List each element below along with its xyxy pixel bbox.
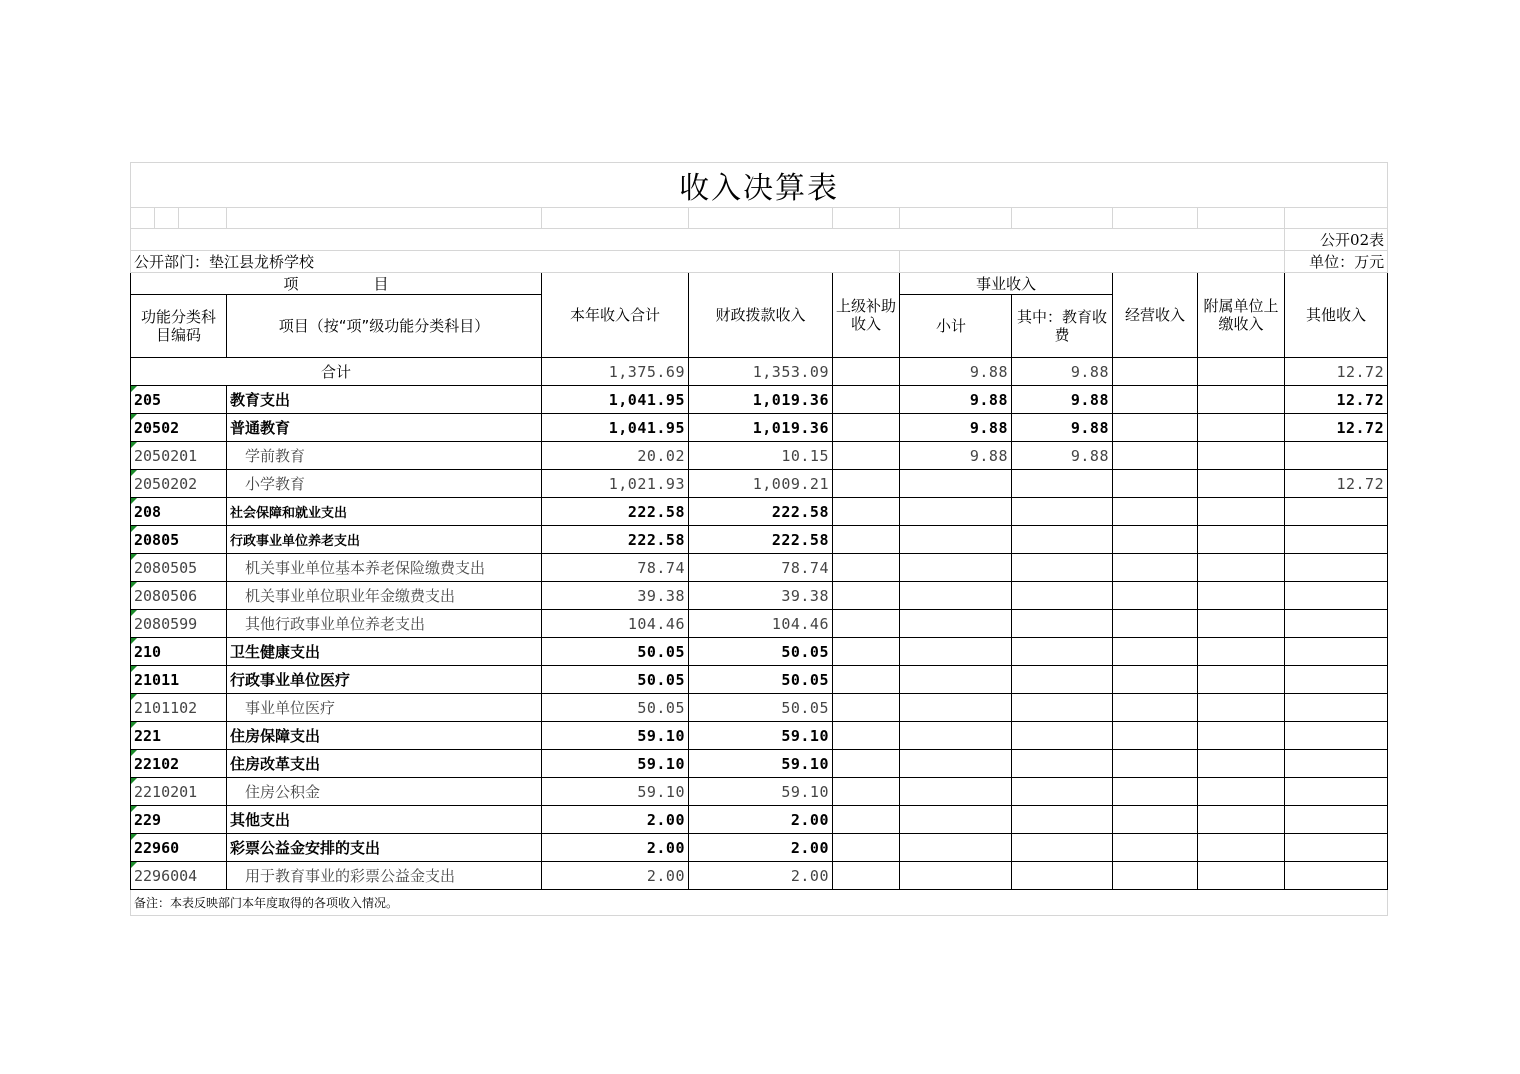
header-edu-fee: 其中：教育收费: [1012, 295, 1113, 358]
row-code: 22102: [131, 750, 227, 778]
row-fiscal: 50.05: [689, 666, 833, 694]
row-total: 222.58: [542, 526, 689, 554]
row-name: 住房公积金: [227, 778, 542, 806]
page-title: 收入决算表: [131, 163, 1388, 208]
row-affiliated: [1198, 610, 1285, 638]
row-operating: [1113, 526, 1198, 554]
row-edu-fee: [1012, 722, 1113, 750]
table-row: [131, 834, 1388, 862]
header-project: 项 目: [131, 273, 542, 295]
row-total: 39.38: [542, 582, 689, 610]
table-row: [131, 386, 1388, 414]
row-operating: [1113, 610, 1198, 638]
row-code: 2296004: [131, 862, 227, 890]
row-affiliated: [1198, 638, 1285, 666]
table-row: [131, 638, 1388, 666]
row-other: 12.72: [1285, 414, 1388, 442]
row-subtotal: [900, 862, 1012, 890]
row-operating: [1113, 862, 1198, 890]
row-operating: [1113, 554, 1198, 582]
row-code: 2050201: [131, 442, 227, 470]
row-subtotal: [900, 638, 1012, 666]
row-subtotal: [900, 722, 1012, 750]
income-table: [130, 162, 1388, 916]
row-operating: [1113, 694, 1198, 722]
row-other: 12.72: [1285, 386, 1388, 414]
row-affiliated: [1198, 750, 1285, 778]
row-edu-fee: 9.88: [1012, 414, 1113, 442]
row-other: 12.72: [1285, 470, 1388, 498]
row-edu-fee: [1012, 806, 1113, 834]
total-affiliated: [1198, 358, 1285, 386]
row-subtotal: [900, 610, 1012, 638]
header-total: 本年收入合计: [542, 273, 689, 358]
row-total: 104.46: [542, 610, 689, 638]
header-other: 其他收入: [1285, 273, 1388, 358]
row-subtotal: [900, 498, 1012, 526]
table-row: [131, 526, 1388, 554]
row-upper: [833, 610, 900, 638]
total-subtotal: 9.88: [900, 358, 1012, 386]
row-operating: [1113, 834, 1198, 862]
row-operating: [1113, 806, 1198, 834]
row-affiliated: [1198, 526, 1285, 554]
header-code: 功能分类科目编码: [131, 295, 227, 358]
table-row: [131, 806, 1388, 834]
row-operating: [1113, 498, 1198, 526]
row-operating: [1113, 386, 1198, 414]
row-fiscal: 59.10: [689, 778, 833, 806]
row-total: 1,021.93: [542, 470, 689, 498]
row-upper: [833, 470, 900, 498]
row-code: 21011: [131, 666, 227, 694]
row-edu-fee: [1012, 470, 1113, 498]
row-edu-fee: [1012, 498, 1113, 526]
row-code: 229: [131, 806, 227, 834]
row-subtotal: [900, 834, 1012, 862]
header-fiscal: 财政拨款收入: [689, 273, 833, 358]
row-edu-fee: [1012, 526, 1113, 554]
row-operating: [1113, 750, 1198, 778]
row-operating: [1113, 414, 1198, 442]
total-row: [131, 358, 1388, 386]
row-name: 彩票公益金安排的支出: [227, 834, 542, 862]
row-edu-fee: [1012, 694, 1113, 722]
table-row: [131, 470, 1388, 498]
row-code: 2210201: [131, 778, 227, 806]
row-fiscal: 104.46: [689, 610, 833, 638]
table-row: [131, 442, 1388, 470]
row-name: 教育支出: [227, 386, 542, 414]
row-fiscal: 222.58: [689, 526, 833, 554]
row-total: 2.00: [542, 806, 689, 834]
row-other: [1285, 862, 1388, 890]
row-code: 221: [131, 722, 227, 750]
row-total: 20.02: [542, 442, 689, 470]
row-name: 行政事业单位养老支出: [227, 526, 542, 554]
row-name: 学前教育: [227, 442, 542, 470]
row-edu-fee: [1012, 554, 1113, 582]
row-total: 2.00: [542, 862, 689, 890]
row-upper: [833, 666, 900, 694]
row-affiliated: [1198, 442, 1285, 470]
row-affiliated: [1198, 666, 1285, 694]
row-affiliated: [1198, 498, 1285, 526]
header-subtotal: 小计: [900, 295, 1012, 358]
row-subtotal: [900, 806, 1012, 834]
row-code: 20805: [131, 526, 227, 554]
row-name: 事业单位医疗: [227, 694, 542, 722]
row-upper: [833, 386, 900, 414]
row-subtotal: 9.88: [900, 442, 1012, 470]
row-name: 行政事业单位医疗: [227, 666, 542, 694]
unit-label: 单位：万元: [1285, 251, 1388, 273]
row-name: 用于教育事业的彩票公益金支出: [227, 862, 542, 890]
row-upper: [833, 750, 900, 778]
row-edu-fee: [1012, 750, 1113, 778]
row-code: 205: [131, 386, 227, 414]
row-operating: [1113, 582, 1198, 610]
row-name: 小学教育: [227, 470, 542, 498]
row-affiliated: [1198, 778, 1285, 806]
row-name: 卫生健康支出: [227, 638, 542, 666]
row-other: [1285, 666, 1388, 694]
row-affiliated: [1198, 414, 1285, 442]
total-other: 12.72: [1285, 358, 1388, 386]
row-other: [1285, 722, 1388, 750]
row-operating: [1113, 470, 1198, 498]
table-row: [131, 750, 1388, 778]
table-row: [131, 414, 1388, 442]
row-code: 2101102: [131, 694, 227, 722]
row-affiliated: [1198, 582, 1285, 610]
row-edu-fee: [1012, 778, 1113, 806]
header-upper: 上级补助收入: [833, 273, 900, 358]
table-row: [131, 554, 1388, 582]
row-fiscal: 2.00: [689, 862, 833, 890]
total-operating: [1113, 358, 1198, 386]
row-total: 59.10: [542, 750, 689, 778]
row-other: [1285, 498, 1388, 526]
row-edu-fee: [1012, 834, 1113, 862]
row-operating: [1113, 666, 1198, 694]
row-other: [1285, 778, 1388, 806]
row-other: [1285, 526, 1388, 554]
department-label: 公开部门：垫江县龙桥学校: [131, 251, 900, 273]
row-affiliated: [1198, 806, 1285, 834]
row-total: 1,041.95: [542, 386, 689, 414]
income-statement-sheet: [130, 162, 1387, 916]
row-other: [1285, 750, 1388, 778]
row-name: 其他行政事业单位养老支出: [227, 610, 542, 638]
row-other: [1285, 610, 1388, 638]
row-code: 2050202: [131, 470, 227, 498]
form-number: 公开02表: [1285, 229, 1388, 251]
row-total: 1,041.95: [542, 414, 689, 442]
row-name: 机关事业单位职业年金缴费支出: [227, 582, 542, 610]
row-edu-fee: [1012, 666, 1113, 694]
row-upper: [833, 778, 900, 806]
row-total: 59.10: [542, 778, 689, 806]
row-upper: [833, 834, 900, 862]
table-row: [131, 778, 1388, 806]
row-fiscal: 10.15: [689, 442, 833, 470]
row-name: 其他支出: [227, 806, 542, 834]
header-business: 事业收入: [900, 273, 1113, 295]
row-affiliated: [1198, 470, 1285, 498]
row-subtotal: [900, 750, 1012, 778]
row-upper: [833, 862, 900, 890]
row-edu-fee: [1012, 638, 1113, 666]
row-fiscal: 1,019.36: [689, 386, 833, 414]
row-code: 20502: [131, 414, 227, 442]
row-subtotal: [900, 526, 1012, 554]
table-row: [131, 498, 1388, 526]
table-note: 备注：本表反映部门本年度取得的各项收入情况。: [131, 890, 1388, 916]
row-name: 社会保障和就业支出: [227, 498, 542, 526]
row-name: 普通教育: [227, 414, 542, 442]
row-total: 50.05: [542, 638, 689, 666]
row-operating: [1113, 638, 1198, 666]
row-code: 2080599: [131, 610, 227, 638]
row-name: 机关事业单位基本养老保险缴费支出: [227, 554, 542, 582]
row-subtotal: 9.88: [900, 386, 1012, 414]
row-upper: [833, 694, 900, 722]
row-affiliated: [1198, 834, 1285, 862]
row-fiscal: 50.05: [689, 638, 833, 666]
total-upper: [833, 358, 900, 386]
total-fiscal: 1,353.09: [689, 358, 833, 386]
row-other: [1285, 554, 1388, 582]
row-fiscal: 1,019.36: [689, 414, 833, 442]
row-operating: [1113, 722, 1198, 750]
header-affiliated: 附属单位上缴收入: [1198, 273, 1285, 358]
row-affiliated: [1198, 554, 1285, 582]
row-fiscal: 59.10: [689, 750, 833, 778]
row-subtotal: [900, 582, 1012, 610]
row-edu-fee: [1012, 582, 1113, 610]
row-fiscal: 2.00: [689, 834, 833, 862]
row-other: [1285, 638, 1388, 666]
row-code: 2080506: [131, 582, 227, 610]
row-edu-fee: [1012, 862, 1113, 890]
row-total: 59.10: [542, 722, 689, 750]
row-upper: [833, 638, 900, 666]
table-row: [131, 666, 1388, 694]
total-edu-fee: 9.88: [1012, 358, 1113, 386]
row-code: 208: [131, 498, 227, 526]
row-edu-fee: 9.88: [1012, 442, 1113, 470]
row-other: [1285, 834, 1388, 862]
row-subtotal: [900, 666, 1012, 694]
row-name: 住房改革支出: [227, 750, 542, 778]
table-row: [131, 694, 1388, 722]
row-name: 住房保障支出: [227, 722, 542, 750]
row-affiliated: [1198, 386, 1285, 414]
row-fiscal: 59.10: [689, 722, 833, 750]
row-operating: [1113, 442, 1198, 470]
row-affiliated: [1198, 862, 1285, 890]
row-code: 2080505: [131, 554, 227, 582]
row-fiscal: 78.74: [689, 554, 833, 582]
row-total: 50.05: [542, 694, 689, 722]
row-other: [1285, 582, 1388, 610]
row-affiliated: [1198, 694, 1285, 722]
row-upper: [833, 442, 900, 470]
row-upper: [833, 582, 900, 610]
table-row: [131, 610, 1388, 638]
row-upper: [833, 414, 900, 442]
row-upper: [833, 722, 900, 750]
row-fiscal: 1,009.21: [689, 470, 833, 498]
row-fiscal: 50.05: [689, 694, 833, 722]
row-upper: [833, 554, 900, 582]
table-row: [131, 722, 1388, 750]
row-fiscal: 2.00: [689, 806, 833, 834]
row-fiscal: 222.58: [689, 498, 833, 526]
row-subtotal: [900, 554, 1012, 582]
row-operating: [1113, 778, 1198, 806]
row-subtotal: [900, 778, 1012, 806]
row-other: [1285, 442, 1388, 470]
row-upper: [833, 498, 900, 526]
row-total: 50.05: [542, 666, 689, 694]
row-total: 78.74: [542, 554, 689, 582]
row-subtotal: [900, 694, 1012, 722]
row-subtotal: [900, 470, 1012, 498]
row-subtotal: 9.88: [900, 414, 1012, 442]
row-edu-fee: 9.88: [1012, 386, 1113, 414]
header-operating: 经营收入: [1113, 273, 1198, 358]
row-code: 22960: [131, 834, 227, 862]
row-other: [1285, 806, 1388, 834]
total-label: 合计: [131, 358, 542, 386]
row-upper: [833, 806, 900, 834]
row-edu-fee: [1012, 610, 1113, 638]
total-total: 1,375.69: [542, 358, 689, 386]
header-name: 项目（按“项”级功能分类科目）: [227, 295, 542, 358]
row-total: 2.00: [542, 834, 689, 862]
row-total: 222.58: [542, 498, 689, 526]
table-row: [131, 582, 1388, 610]
table-row: [131, 862, 1388, 890]
row-code: 210: [131, 638, 227, 666]
row-affiliated: [1198, 722, 1285, 750]
row-fiscal: 39.38: [689, 582, 833, 610]
row-other: [1285, 694, 1388, 722]
row-upper: [833, 526, 900, 554]
